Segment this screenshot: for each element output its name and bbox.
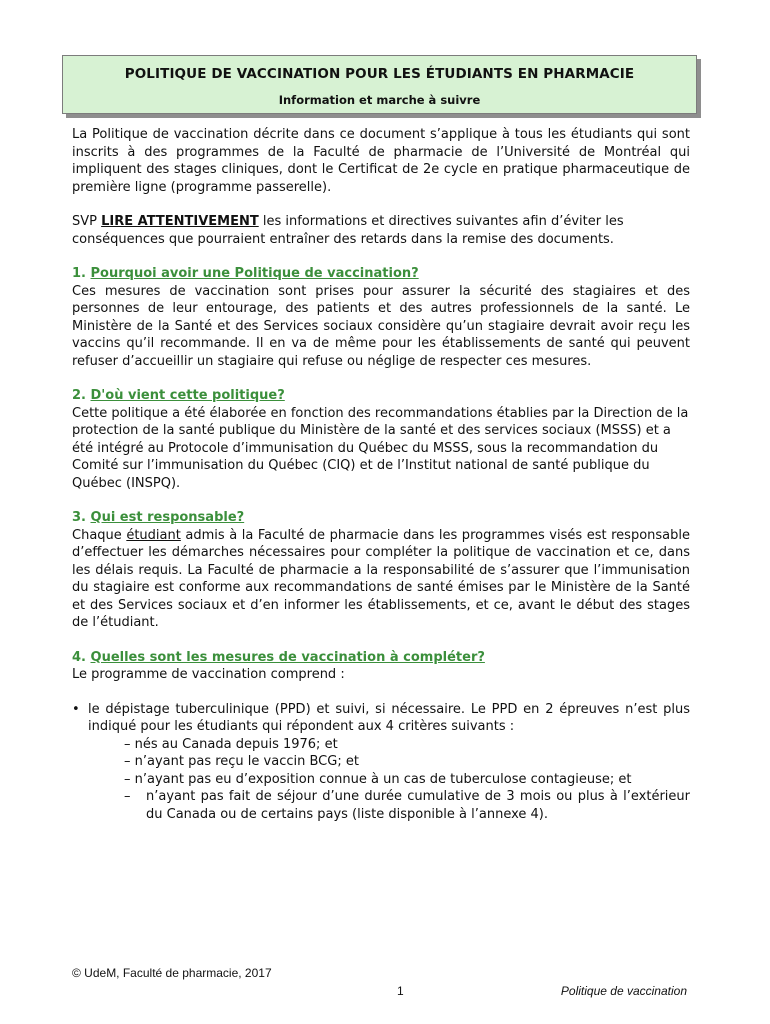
- section-2-body: Cette politique a été élaborée en fonction des recommandations établies par la Direction de la protection de la santé publique du Ministère de la santé et des services sociaux (MSSS) et a été intégré au Protocole d’immunisation du Québec du MSSS, sous la recommandation du Comité sur l’immunisation du Québec (CIQ) et de l’Institut national de santé publique du Québec (INSPQ).: [72, 405, 689, 491]
- section-2-title: D'où vient cette politique?: [90, 388, 285, 403]
- intro-paragraph: La Politique de vaccination décrite dans ce document s’applique à tous les étudiants qui sont inscrits à des programmes de la Faculté de pharmacie de l’Université de Montréal qui impliquent des stages cliniques, dont le Certificat de 2e cycle en pratique pharmaceutique de première ligne (programme passerelle).: [72, 127, 690, 195]
- criterion-text: n’ayant pas fait de séjour d’une durée cumulative de 3 mois ou plus à l’extérieur du Canada ou de certains pays (liste disponible à l’annexe 4).: [146, 789, 690, 822]
- section-1-body: Ces mesures de vaccination sont prises pour assurer la sécurité des stagiaires et des personnes de leur entourage, des patients et des autres professionnels de la santé. Le Ministère de la Santé et des Services sociaux considère qu’un stagiaire devrait avoir reçu les vaccins qu’il recommande. Il en va de même pour les établissements de santé qui peuvent refuser d’accueillir un stagiaire qui refuse ou néglige de respecter ces mesures.: [72, 283, 690, 369]
- section-1-heading: [72, 265, 690, 283]
- section-3-rest: admis à la Faculté de pharmacie dans les programmes visés est responsable d’effectuer les démarches nécessaires pour compléter la politique de vaccination et ce, dans les délais requis. La Faculté de pharmacie a la responsabilité de s’assurer que l’immunisation du stagiaire est conforme aux recommandations de santé émises par le Ministère de la Santé et des Services sociaux et d’en informer les établissements, et ce, avant le début des stages de l’étudiant.: [72, 527, 690, 630]
- criterion-item: [124, 788, 690, 823]
- notice-prefix: SVP: [72, 214, 102, 229]
- section-4-heading: [72, 649, 690, 667]
- bullet-dot-icon: •: [72, 701, 80, 717]
- section-2-number: 2.: [72, 388, 91, 403]
- section-1-number: 1.: [72, 266, 91, 281]
- section-4-body: Le programme de vaccination comprend :: [72, 667, 345, 682]
- document-subtitle: Information et marche à suivre: [278, 93, 481, 107]
- document-title: POLITIQUE DE VACCINATION POUR LES ÉTUDIANTS EN PHARMACIE: [124, 66, 635, 82]
- section-2-heading: [72, 387, 690, 405]
- criterion-item: – n’ayant pas reçu le vaccin BCG; et: [124, 754, 359, 769]
- title-banner: [62, 55, 697, 114]
- section-3-title: Qui est responsable?: [90, 510, 245, 525]
- footer-page-number: 1: [397, 984, 404, 998]
- section-4-number: 4.: [72, 649, 91, 665]
- footer-document-title: Politique de vaccination: [560, 984, 687, 998]
- section-3-body: [72, 527, 690, 632]
- document-body: [72, 126, 690, 823]
- bullet-text: le dépistage tuberculinique (PPD) et suivi, si nécessaire. Le PPD en 2 épreuves n’est plus indiqué pour les étudiants qui répondent aux 4 critères suivants :: [88, 701, 690, 734]
- criterion-item: – nés au Canada depuis 1976; et: [124, 736, 338, 752]
- notice-emphasis: LIRE ATTENTIVEMENT: [101, 214, 259, 229]
- notice-paragraph: [72, 213, 690, 248]
- footer-copyright: © UdeM, Faculté de pharmacie, 2017: [72, 966, 272, 980]
- vaccination-bullet: [72, 701, 690, 736]
- section-3-number: 3.: [72, 510, 91, 525]
- section-1-title: Pourquoi avoir une Politique de vaccination?: [90, 266, 419, 281]
- criterion-dash: –: [124, 789, 131, 804]
- notice-rest: les informations et directives suivantes afin d’éviter les conséquences que pourraient entraîner des retards dans la remise des documents.: [72, 214, 624, 247]
- section-3-prefix: Chaque: [72, 527, 127, 543]
- section-4-title: Quelles sont les mesures de vaccination à compléter?: [90, 649, 485, 665]
- section-3-heading: [72, 509, 690, 527]
- criterion-item: – n’ayant pas eu d’exposition connue à un cas de tuberculose contagieuse; et: [124, 771, 632, 787]
- section-3-underlined: étudiant: [126, 527, 181, 543]
